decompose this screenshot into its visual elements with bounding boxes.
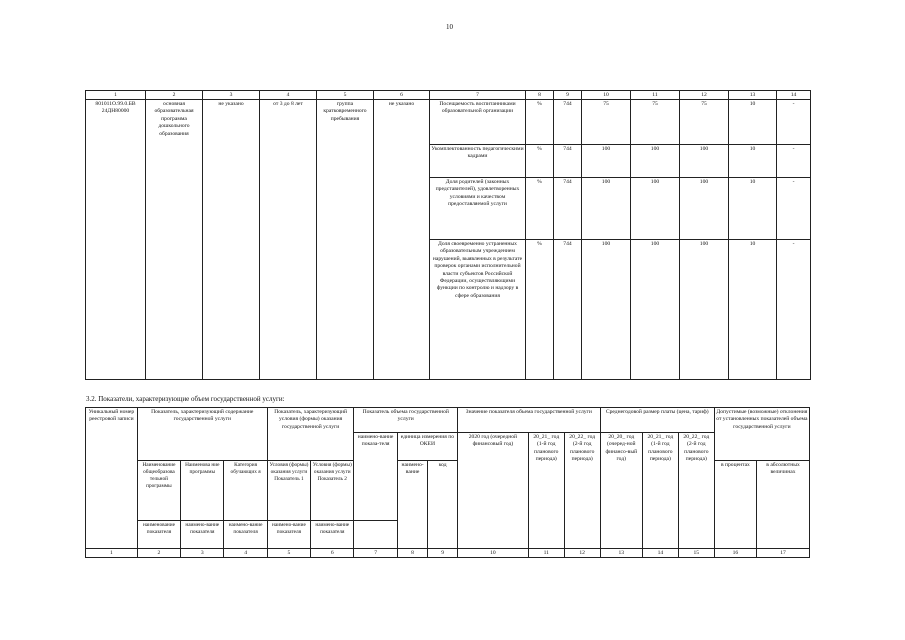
- col-number: 4: [224, 549, 267, 558]
- col-number: 7: [430, 91, 526, 100]
- value-2022: 100: [680, 240, 729, 380]
- program-name-header: Наименование общеобразова тельной программы: [137, 461, 180, 521]
- value-2021: 100: [631, 178, 680, 240]
- fee-2021-header: 20_21_ год (1-й год планового периода): [642, 433, 678, 549]
- section-title: 3.2. Показатели, характеризующие объем государственной услуги:: [86, 395, 285, 403]
- program-name: основная образовательная программа дошкольного образования: [146, 100, 203, 380]
- volume-indicators-table: [85, 407, 810, 558]
- unit-header: единица измерения по ОКЕИ: [397, 433, 457, 461]
- indicator-name-label: наимено-вание показателя: [181, 521, 224, 549]
- deviation-header: Допустимые (возможные) отклонения от установленных показателей объема государственной услуги: [714, 408, 809, 461]
- fee-2022-header: 20_22_ год (2-й год планового периода): [678, 433, 714, 549]
- deviation-absolute: -: [777, 145, 811, 178]
- col-number: 6: [311, 549, 354, 558]
- volume-value-header: Значение показателя объема государственной услуги: [458, 408, 601, 433]
- conditions-indicator-header: Показатель, характеризующий условия (формы) оказания государственной услуги: [267, 408, 354, 461]
- condition-2-header: Условия (формы) оказания услуги Показатель 2: [311, 461, 354, 521]
- col-number: 10: [458, 549, 529, 558]
- col-number: 5: [317, 91, 374, 100]
- col-number: 9: [428, 549, 458, 558]
- age-category: от 3 до 8 лет: [260, 100, 317, 380]
- unit-name: %: [526, 145, 554, 178]
- fee-2020-header: 20_20_ год (очеред-ной финансо-вый год): [600, 433, 642, 549]
- deviation-percent: 10: [729, 100, 777, 145]
- col-number: 7: [354, 549, 397, 558]
- empty-cell: [354, 521, 397, 549]
- col-number: 14: [777, 91, 811, 100]
- absolute-header: в абсолютных величинах: [757, 461, 810, 549]
- col-number: 11: [631, 91, 680, 100]
- deviation-percent: 10: [729, 178, 777, 240]
- table-row: [86, 100, 811, 145]
- okei-code: 744: [554, 100, 582, 145]
- condition-1-header: Условия (формы) оказания услуги Показатель 1: [267, 461, 310, 521]
- value-2020: 100: [582, 240, 631, 380]
- col-number: 8: [526, 91, 554, 100]
- indicator-name-label: наимено-вание показателя: [267, 521, 310, 549]
- col-number: 12: [680, 91, 729, 100]
- value-2020: 100: [582, 178, 631, 240]
- indicator-name: Посещаемость воспитанниками образовательной организации: [430, 100, 526, 145]
- percent-header: в процентах: [714, 461, 756, 549]
- content-indicator-header: Показатель, характеризующий содержание государственной услуги: [137, 408, 267, 461]
- page-number: 10: [446, 23, 453, 31]
- column-numbers-row: [86, 91, 811, 100]
- unit-name-header: наимено-вание: [397, 461, 428, 549]
- indicator-name-label: наимено-вание показателя: [224, 521, 267, 549]
- deviation-absolute: -: [777, 100, 811, 145]
- indicator-name: Доля своевременно устраненных образовательным учреждением нарушений, выявленных в результате проверок органами исполнительной власти субъектов Российской Федерации, осуществляющими функции по контролю и надзору в сфере образования: [430, 240, 526, 380]
- value-2020: 75: [582, 100, 631, 145]
- program-type: не указано: [203, 100, 260, 380]
- value-2021: 75: [631, 100, 680, 145]
- col-number: 9: [554, 91, 582, 100]
- deviation-absolute: -: [777, 178, 811, 240]
- registry-code: 801011О.99.0.БВ 24ДН80000: [86, 100, 146, 380]
- value-2022: 100: [680, 145, 729, 178]
- unique-number-header: Уникальный номер реестровой записи: [86, 408, 138, 549]
- col-number: 3: [203, 91, 260, 100]
- col-number: 13: [600, 549, 642, 558]
- indicator-name-label: наимено-вание показателя: [311, 521, 354, 549]
- unit-name: %: [526, 100, 554, 145]
- column-numbers-row: [86, 549, 810, 558]
- okei-code: 744: [554, 178, 582, 240]
- value-2021: 100: [631, 240, 680, 380]
- col-number: 17: [757, 549, 810, 558]
- indicator-name: Доля родителей (законных представителей), удовлетворенных условиями и качеством предоставляемой услуги: [430, 178, 526, 240]
- col-number: 2: [146, 91, 203, 100]
- col-number: 8: [397, 549, 428, 558]
- deviation-percent: 10: [729, 145, 777, 178]
- volume-name-header: наимено-вание показа-теля: [354, 433, 397, 521]
- col-number: 11: [528, 549, 564, 558]
- col-number: 16: [714, 549, 756, 558]
- okei-code: 744: [554, 240, 582, 380]
- deviation-percent: 10: [729, 240, 777, 380]
- okei-code: 744: [554, 145, 582, 178]
- value-2020-header: 2020 год (очередной финансовый год): [458, 433, 529, 549]
- student-category-header: Категория обучающих я: [224, 461, 267, 521]
- average-fee-header: Среднегодовой размер платы (цена, тариф): [600, 408, 714, 433]
- indicator-name-label: наименование показателя: [137, 521, 180, 549]
- volume-indicator-header: Показатель объема государственной услуги: [354, 408, 458, 433]
- col-number: 1: [86, 91, 146, 100]
- quality-indicators-table: [85, 90, 811, 380]
- unit-name: %: [526, 240, 554, 380]
- col-number: 5: [267, 549, 310, 558]
- value-2020: 100: [582, 145, 631, 178]
- unit-code-header: код: [428, 461, 458, 549]
- col-number: 3: [181, 549, 224, 558]
- value-2021: 100: [631, 145, 680, 178]
- header-row: [86, 408, 810, 433]
- value-2022: 100: [680, 178, 729, 240]
- col-number: 2: [137, 549, 180, 558]
- col-number: 10: [582, 91, 631, 100]
- col-number: 1: [86, 549, 138, 558]
- value-2022: 75: [680, 100, 729, 145]
- value-2022-header: 20_22_ год (2-й год планового периода): [564, 433, 600, 549]
- col-number: 6: [374, 91, 430, 100]
- unit-name: %: [526, 178, 554, 240]
- col-number: 4: [260, 91, 317, 100]
- deviation-absolute: -: [777, 240, 811, 380]
- service-form: группа кратковременного пребывания: [317, 100, 374, 380]
- indicator-name: Укомплектованность педагогическими кадрами: [430, 145, 526, 178]
- col-number: 14: [642, 549, 678, 558]
- program-title-header: Наименова ние программы: [181, 461, 224, 521]
- col-number: 13: [729, 91, 777, 100]
- service-condition: не указано: [374, 100, 430, 380]
- col-number: 12: [564, 549, 600, 558]
- col-number: 15: [678, 549, 714, 558]
- value-2021-header: 20_21_ год (1-й год планового периода): [528, 433, 564, 549]
